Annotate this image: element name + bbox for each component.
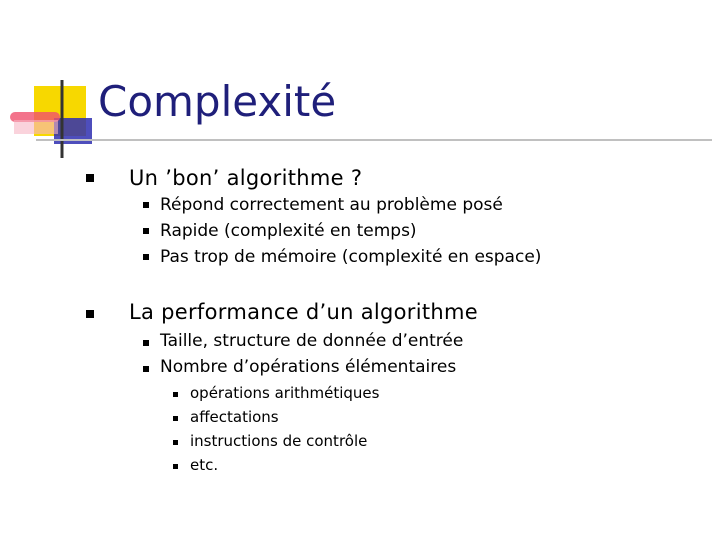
bullet-square-icon (143, 366, 149, 372)
decoration-pink-glow (14, 120, 58, 134)
bullet-square-icon (143, 228, 149, 234)
title-underline (36, 139, 712, 141)
bullet-level1-performance: La performance d’un algorithme (129, 300, 478, 324)
bullet-square-icon (173, 392, 178, 397)
bullet-square-icon (143, 254, 149, 260)
bullet-level2-correct: Répond correctement au problème posé (160, 195, 503, 215)
title-decoration (0, 0, 110, 170)
bullet-level3-arithmetic: opérations arithmétiques (190, 384, 380, 402)
bullet-square-icon (143, 202, 149, 208)
bullet-level3-etc: etc. (190, 456, 219, 474)
bullet-level2-memory: Pas trop de mémoire (complexité en espace) (160, 247, 542, 267)
bullet-level2-input-size: Taille, structure de donnée d’entrée (160, 331, 464, 351)
bullet-square-icon (173, 440, 178, 445)
bullet-square-icon (173, 464, 178, 469)
bullet-square-icon (86, 310, 94, 318)
bullet-level2-fast: Rapide (complexité en temps) (160, 221, 417, 241)
bullet-square-icon (86, 174, 94, 182)
slide-title: Complexité (98, 77, 337, 126)
bullet-level3-assignments: affectations (190, 408, 279, 426)
bullet-level3-control: instructions de contrôle (190, 432, 368, 450)
bullet-square-icon (173, 416, 178, 421)
bullet-level2-operations: Nombre d’opérations élémentaires (160, 357, 457, 377)
bullet-square-icon (143, 340, 149, 346)
bullet-level1-good-algorithm: Un ’bon’ algorithme ? (129, 166, 363, 190)
